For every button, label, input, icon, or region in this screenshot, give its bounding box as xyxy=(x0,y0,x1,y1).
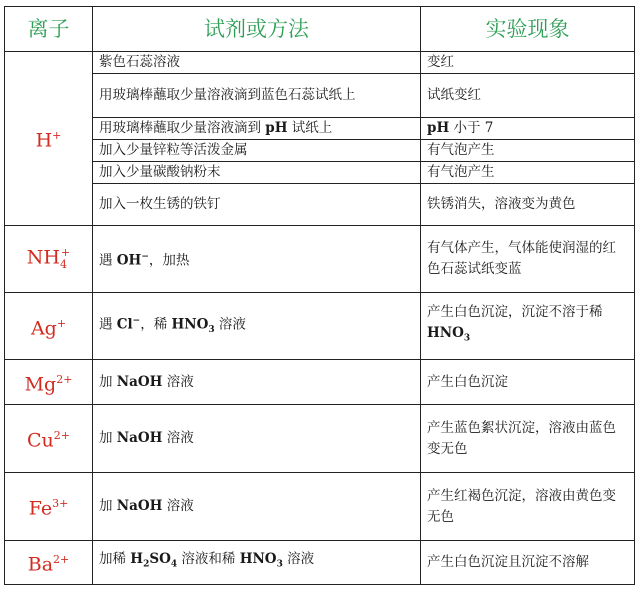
phenomenon-cell: pH 小于 7 xyxy=(421,118,635,140)
ion-cell-ag: Ag+ xyxy=(5,293,93,360)
phenomenon-cell: 变红 xyxy=(421,52,635,74)
table-row xyxy=(5,541,635,585)
table-row xyxy=(5,74,635,118)
phenomenon-cell: 产生红褐色沉淀，溶液由黄色变无色 xyxy=(421,473,635,541)
header-ion: 离子 xyxy=(5,7,93,52)
reagent-cell: 遇 Cl−，稀 $HNO_3$ 溶液 xyxy=(93,293,421,360)
header-reagent: 试剂或方法 xyxy=(93,7,421,52)
table-row xyxy=(5,184,635,226)
ion-test-table xyxy=(4,6,635,585)
table-row xyxy=(5,140,635,162)
ion-cell-mg: $Mg^{2+}$ xyxy=(5,360,93,405)
phenomenon-cell: 产生蓝色絮状沉淀，溶液由蓝色变无色 xyxy=(421,405,635,473)
ion-cell-ba: $Ba^{2+}$ xyxy=(5,541,93,585)
phenomenon-cell: 有气泡产生 xyxy=(421,162,635,184)
table-row xyxy=(5,226,635,293)
table-row xyxy=(5,360,635,405)
reagent-cell: 紫色石蕊溶液 xyxy=(93,52,421,74)
reagent-cell: 加 NaOH 溶液 xyxy=(93,405,421,473)
phenomenon-cell: 试纸变红 xyxy=(421,74,635,118)
reagent-cell: 加稀 $H_2SO_4$ 溶液和稀 $HNO_3$ 溶液 xyxy=(93,541,421,585)
reagent-cell: 加 NaOH 溶液 xyxy=(93,360,421,405)
reagent-cell: 加 NaOH 溶液 xyxy=(93,473,421,541)
table-row xyxy=(5,473,635,541)
phenomenon-cell: 产生白色沉淀 xyxy=(421,360,635,405)
phenomenon-cell: 产生白色沉淀且沉淀不溶解 xyxy=(421,541,635,585)
phenomenon-cell: 有气泡产生 xyxy=(421,140,635,162)
phenomenon-cell: 产生白色沉淀，沉淀不溶于稀 $HNO_3$ xyxy=(421,293,635,360)
reagent-cell: 遇 OH−，加热 xyxy=(93,226,421,293)
ion-cell-h: H+ xyxy=(5,52,93,226)
reagent-cell: 加入少量锌粒等活泼金属 xyxy=(93,140,421,162)
header-row xyxy=(5,7,635,52)
ion-cell-cu: $Cu^{2+}$ xyxy=(5,405,93,473)
table-row xyxy=(5,118,635,140)
table-row xyxy=(5,52,635,74)
header-phenomenon: 实验现象 xyxy=(421,7,635,52)
ion-cell-nh4: $NH_4^+$ xyxy=(5,226,93,293)
reagent-cell: 加入少量碳酸钠粉末 xyxy=(93,162,421,184)
table-row xyxy=(5,293,635,360)
ion-cell-fe: $Fe^{3+}$ xyxy=(5,473,93,541)
table-row xyxy=(5,162,635,184)
phenomenon-cell: 铁锈消失，溶液变为黄色 xyxy=(421,184,635,226)
reagent-cell: 加入一枚生锈的铁钉 xyxy=(93,184,421,226)
reagent-cell: 用玻璃棒蘸取少量溶液滴到蓝色石蕊试纸上 xyxy=(93,74,421,118)
phenomenon-cell: 有气体产生，气体能使润湿的红色石蕊试纸变蓝 xyxy=(421,226,635,293)
reagent-cell: 用玻璃棒蘸取少量溶液滴到 pH 试纸上 xyxy=(93,118,421,140)
table-row xyxy=(5,405,635,473)
